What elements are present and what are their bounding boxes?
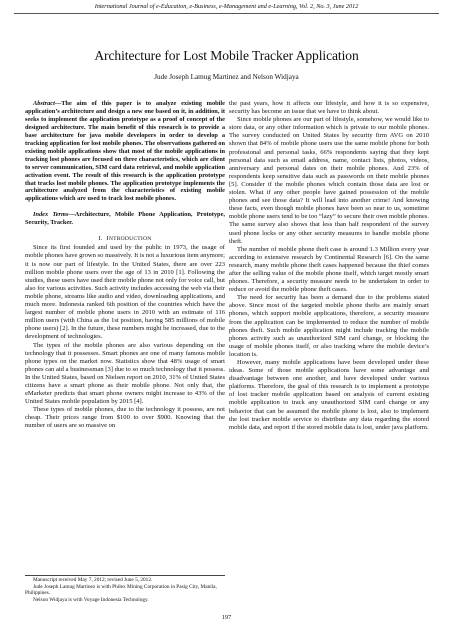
header-rule xyxy=(14,13,439,14)
body-paragraph: Since mobile phones are our part of lifestyle, somehow, we would like to store data, or any other information which is private to our mobile phones. The survey conducted on United States by security firm AVG on 2010 shown that 84% of mobile phone users use the same mobile phone for both professional and personal tasks, 66% respondents saying that they kept personal data such as email address, name, contact lists, photos, videos, anniversary and personal dates on their mobile phones. And 23% of respondents keep sensitive data such as passwords on their mobile phones [5]. Consider if the mobile phones which contain those data are lost or stolen. What if any other people have gained possession of the mobile phones and see those data? It will lead into another crime! And knowing these facts, even though mobile phones have been so near to us, sometime mobile phone users tend to be too “lazy” to secure their own mobile phones. The same survey also shows that less than half respondent of the survey used phone locks or any other security measures to handle mobile phone theft. xyxy=(229,116,429,245)
body-paragraph: The types of the mobile phones are also various depending on the technology that it possesses. Smart phones are one of many famous mobile phone types on the market now. Statistics show that 48% usage of smart phones can aid a businessman [3] due to so much technology that it possess. In the United States, based on Nielsen report on 2010, 31% of United States citizens have a smart phone as their mobile phone. Not only that, the eMarketer predicts that smart phone owners might increase to 43% of the United States mobile population by 2015 [4]. xyxy=(25,341,225,406)
body-paragraph: The number of mobile phone theft case is around 1.3 Million every year according to extensive research by Continental Research [6]. On the same research, many mobile phone theft cases happened because the thief comes after the selling value of the mobile phone itself, which target mostly smart phones. Therefore, a security measure needs to be undertaken in order to reduce or avoid the mobile phone theft cases. xyxy=(229,245,429,294)
footnotes xyxy=(25,577,225,603)
paper-authors: Jude Joseph Lamug Martinez and Nelson Widjaya xyxy=(154,73,299,81)
footnote: Jude Joseph Lamug Martinez is with Philex Mining Corporation in Pasig City, Manila, Philippines. xyxy=(25,583,217,597)
body-paragraph: The need for security has been a demand due to the problems stated above. Since most of the targeted mobile phone thefts are mainly smart phones, which support mobile applications, therefore, a security measure from the application can be implemented to reduce the number of mobile phones theft. Such mobile application might include tracking the mobile phones activity such as unauthorized SIM card change, or blocking the usage of mobile phones itself, or also tracking where the mobile device’s location is. xyxy=(229,294,429,358)
footnote: Manuscript received May 7, 2012; revised June 5, 2012. xyxy=(33,577,153,583)
footnote: Nelson Widjaya is with Voyage Indonesia Technology. xyxy=(33,596,149,603)
section-numeral: I. xyxy=(98,235,103,243)
journal-header: International Journal of e-Education, e-Business, e-Management and e-Learning, Vol. 2, No. 3, June 2012 xyxy=(94,3,359,10)
section-rest: NTRODUCTION xyxy=(108,236,152,243)
abstract-label: Abstract xyxy=(33,100,55,107)
page-number: 197 xyxy=(221,614,232,621)
index-terms xyxy=(25,211,225,227)
index-terms-label: Index Terms xyxy=(33,211,69,219)
index-terms-text: —Architecture, Mobile Phone Application, Prototype, Security, Tracker. xyxy=(25,211,225,227)
body-paragraph: Since its first founded and used by the public in 1973, the usage of mobile phones have grown so massively. It is not a luxurious item anymore; it is now our part of lifestyle. In the United States, there are over 223 million mobile phone users over the age of 13 in 2010 [1]. Following the studies, these users have used their mobile phone not only for voice call, but also for various activities. Such activity includes accessing the web via their mobile phone, streams like audio and video, downloading applications, and much more. Indonesia ranked 6th position of the countries which have the largest number of mobile phone users in 2010 with an estimate of 116 million users (with China as the 1st position, having 585 millions of mobile phone users) [2]. In the future, these numbers might be increased, due to the development of technologies. xyxy=(25,244,225,341)
body-paragraph: However, many mobile applications have been developed under these ideas. Some of those mobile applications have some advantage and disadvantage between one another, and have developed under various platforms. Therefore, the goal of this research is to implement a prototype of lost tracker mobile application based on analysis of current existing mobile application to track any unauthorized SIM card change or any behavior that can be assumed the mobile phone is lost, also to implement the lost tracker mobile service to distribute any data regarding the stored mobile data, and report if the stored mobile data is lost, under java platform. xyxy=(229,359,429,431)
right-column xyxy=(229,100,429,432)
left-column xyxy=(25,100,225,431)
section-heading xyxy=(25,235,225,243)
section-initial: I xyxy=(106,235,109,243)
body-paragraph: the past years, how it affects our lifestyle, and how it is so expensive, security has become an issue that we have to think about. xyxy=(229,100,429,116)
footnote-rule xyxy=(25,575,225,576)
abstract-text: —The aim of this paper is to analyze existing mobile application’s architecture and design a new one based on it, in addition, it seeks to implement the application prototype as a proof of concept of the designed architecture. The main benefit of this research is to provide a base architecture for java mobile developers in order to develop a tracking application for lost mobile phones. The observations gathered on existing mobile applications show that most of the mobile applications in tracking lost phones are focused on three characteristics, which are client to server communication, SIM card data retrieval, and mobile application activation event. The result of this research is the application prototype that tracks lost mobile phones. The application prototype implements the architecture analyzed from the characteristics of existing mobile applications which are used to track lost mobile phones. xyxy=(25,100,225,203)
body-paragraph: These types of mobile phones, due to the technology it possess, are not cheap. Their prices range from $100 to over $900. Knowing that the number of users are so massive on xyxy=(25,406,225,430)
paper-title: Architecture for Lost Mobile Tracker Application xyxy=(94,48,359,63)
abstract xyxy=(25,100,225,203)
